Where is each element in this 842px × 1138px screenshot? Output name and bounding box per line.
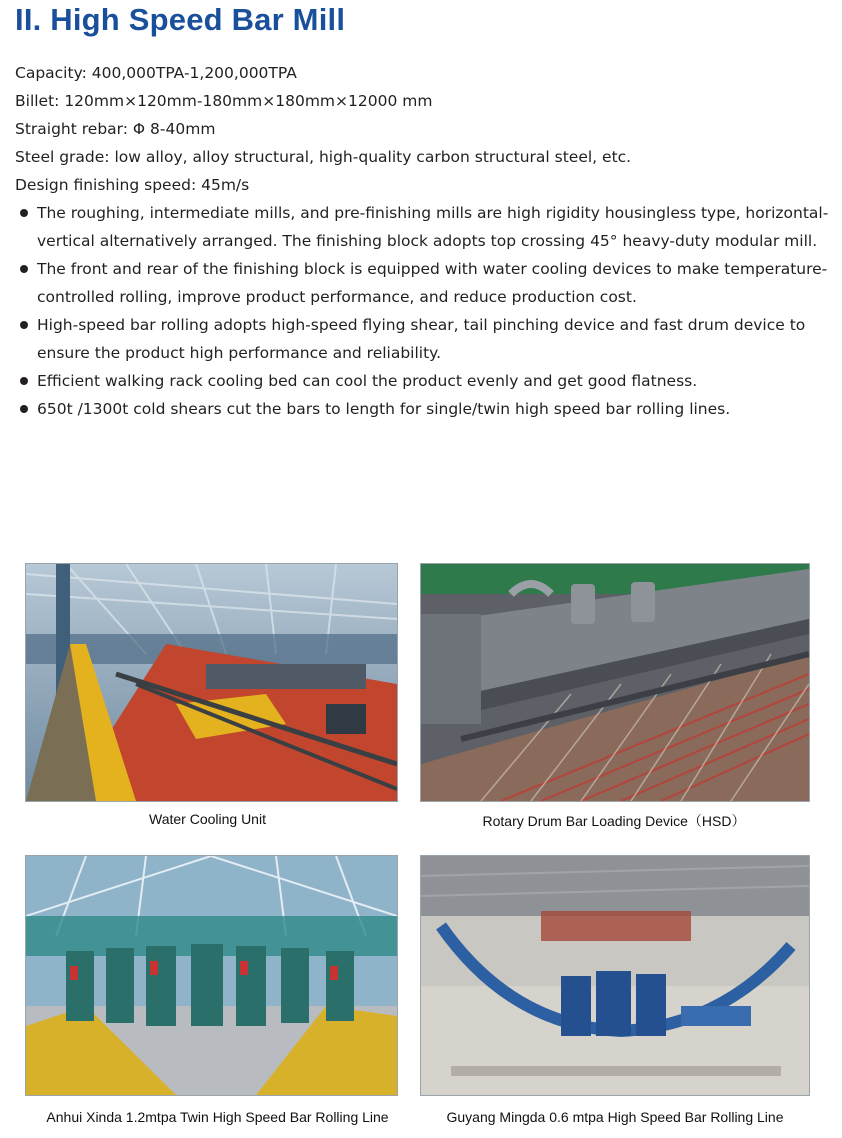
spec-capacity: Capacity: 400,000TPA-1,200,000TPA [15, 64, 297, 82]
spec-straight-rebar: Straight rebar: Φ 8-40mm [15, 120, 216, 138]
photo-caption: Anhui Xinda 1.2mtpa Twin High Speed Bar Rolling Line [46, 1109, 389, 1125]
bullet-icon [20, 321, 28, 329]
photo-anhui-xinda-line [25, 855, 398, 1096]
photo-guyang-mingda-line [420, 855, 810, 1096]
photo-caption: Rotary Drum Bar Loading Device（HSD） [482, 813, 746, 829]
page-title: II. High Speed Bar Mill [15, 2, 346, 37]
photo-rotary-drum-device [420, 563, 810, 802]
spec-steel-grade: Steel grade: low alloy, alloy structural, high-quality carbon structural steel, etc. [15, 148, 632, 166]
feature-text: The roughing, intermediate mills, and pre-finishing mills are high rigidity housingless type, horizontal-vertical alternatively arranged. The finishing block adopts top crossing 45° heavy-duty modular mill. [37, 204, 829, 250]
feature-item [15, 311, 830, 367]
spec-billet: Billet: 120mm×120mm-180mm×180mm×12000 mm [15, 92, 433, 110]
feature-text: 650t /1300t cold shears cut the bars to length for single/twin high speed bar rolling lines. [37, 400, 731, 418]
spec-finishing-speed: Design finishing speed: 45m/s [15, 176, 250, 194]
feature-text: Efficient walking rack cooling bed can cool the product evenly and get good flatness. [37, 372, 698, 390]
feature-text: High-speed bar rolling adopts high-speed flying shear, tail pinching device and fast drum device to ensure the product high performance and reliability. [37, 316, 806, 362]
feature-list [15, 199, 830, 423]
feature-item [15, 199, 830, 255]
feature-item [15, 255, 830, 311]
feature-item [15, 367, 830, 395]
spec-list [15, 59, 631, 199]
photo-caption: Guyang Mingda 0.6 mtpa High Speed Bar Rolling Line [446, 1109, 784, 1125]
bullet-icon [20, 377, 28, 385]
photo-water-cooling-unit [25, 563, 398, 802]
bullet-icon [20, 209, 28, 217]
bullet-icon [20, 405, 28, 413]
bullet-icon [20, 265, 28, 273]
feature-text: The front and rear of the finishing block is equipped with water cooling devices to make temperature-controlled rolling, improve product performance, and reduce production cost. [37, 260, 828, 306]
feature-item [15, 395, 830, 423]
photo-caption: Water Cooling Unit [149, 811, 266, 827]
